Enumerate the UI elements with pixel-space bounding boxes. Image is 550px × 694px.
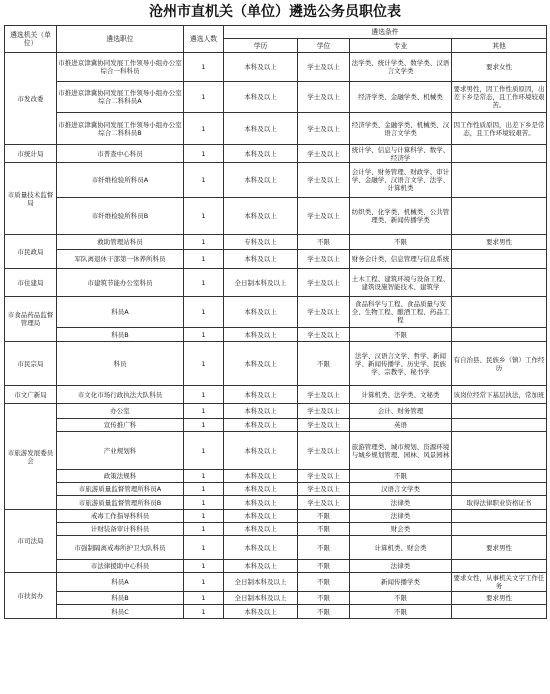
major-cell: 经济学类、金融学类、机械类、汉语言文学类 <box>350 113 452 145</box>
count-cell: 1 <box>184 496 224 510</box>
position-cell: 市纤维检验所科员A <box>57 163 184 198</box>
count-cell: 1 <box>184 419 224 432</box>
major-cell: 纺织类、化学类、机械类、公共管理类、新闻传播学类 <box>350 198 452 235</box>
unit-cell: 市民宗局 <box>5 342 57 386</box>
education-cell: 全日制本科及以上 <box>224 573 298 592</box>
unit-cell: 市旅游发展委员会 <box>5 404 57 510</box>
degree-cell: 学士及以上 <box>298 386 350 404</box>
header-conditions: 遴选条件 <box>224 26 547 39</box>
education-cell: 全日制本科及以上 <box>224 269 298 297</box>
other-cell <box>452 560 547 573</box>
position-cell: 市普查中心科员 <box>57 145 184 163</box>
count-cell: 1 <box>184 145 224 163</box>
degree-cell: 学士及以上 <box>298 470 350 483</box>
other-cell <box>452 297 547 328</box>
position-cell: 科员C <box>57 605 184 619</box>
position-cell: 计财装备审计科科员 <box>57 523 184 536</box>
count-cell: 1 <box>184 432 224 470</box>
other-cell <box>452 163 547 198</box>
other-cell <box>452 510 547 523</box>
degree-cell: 不限 <box>298 560 350 573</box>
education-cell: 本科及以上 <box>224 113 298 145</box>
position-cell: 市建筑节能办公室科员 <box>57 269 184 297</box>
education-cell: 本科及以上 <box>224 510 298 523</box>
other-cell: 要求男性 <box>452 235 547 250</box>
header-major: 专业 <box>350 39 452 53</box>
position-cell: 市强制隔离戒毒所护卫大队科员 <box>57 536 184 560</box>
education-cell: 本科及以上 <box>224 404 298 419</box>
other-cell <box>452 269 547 297</box>
position-cell: 市法律援助中心科员 <box>57 560 184 573</box>
position-cell: 科员 <box>57 342 184 386</box>
position-cell: 科员B <box>57 592 184 605</box>
education-cell: 本科及以上 <box>224 560 298 573</box>
other-cell: 该岗位经常下基层执法，常加班 <box>452 386 547 404</box>
header-position: 遴选职位 <box>57 26 184 53</box>
position-cell: 市推进京津冀协同发展工作领导小组办公室综合一科科员 <box>57 53 184 82</box>
degree-cell: 不限 <box>298 510 350 523</box>
major-cell: 不限 <box>350 235 452 250</box>
education-cell: 本科及以上 <box>224 496 298 510</box>
education-cell: 本科及以上 <box>224 419 298 432</box>
degree-cell: 学士及以上 <box>298 82 350 113</box>
education-cell: 全日制本科及以上 <box>224 592 298 605</box>
count-cell: 1 <box>184 605 224 619</box>
education-cell: 本科及以上 <box>224 605 298 619</box>
count-cell: 1 <box>184 250 224 269</box>
other-cell <box>452 523 547 536</box>
other-cell: 要求女性 <box>452 53 547 82</box>
other-cell <box>452 419 547 432</box>
count-cell: 1 <box>184 235 224 250</box>
major-cell: 不限 <box>350 592 452 605</box>
major-cell: 计算机类、财会类 <box>350 536 452 560</box>
unit-cell: 市质量技术监督局 <box>5 163 57 235</box>
degree-cell: 不限 <box>298 536 350 560</box>
count-cell: 1 <box>184 328 224 342</box>
count-cell: 1 <box>184 483 224 496</box>
position-cell: 市推进京津冀协同发展工作领导小组办公室综合二科科员B <box>57 113 184 145</box>
count-cell: 1 <box>184 560 224 573</box>
education-cell: 专科及以上 <box>224 235 298 250</box>
degree-cell: 不限 <box>298 605 350 619</box>
unit-cell: 市文广新局 <box>5 386 57 404</box>
position-cell: 宣传推广科 <box>57 419 184 432</box>
degree-cell: 不限 <box>298 235 350 250</box>
degree-cell: 学士及以上 <box>298 250 350 269</box>
education-cell: 本科及以上 <box>224 470 298 483</box>
degree-cell: 学士及以上 <box>298 432 350 470</box>
other-cell: 要求男性 <box>452 536 547 560</box>
other-cell: 要求男性，因工作性质原因，出差下乡是常态，且工作环境较艰苦。 <box>452 82 547 113</box>
position-cell: 救助管理站科员 <box>57 235 184 250</box>
major-cell: 汉语言文学类 <box>350 483 452 496</box>
count-cell: 1 <box>184 342 224 386</box>
position-cell: 科员A <box>57 297 184 328</box>
degree-cell: 学士及以上 <box>298 404 350 419</box>
degree-cell: 学士及以上 <box>298 163 350 198</box>
position-cell: 科员B <box>57 328 184 342</box>
education-cell: 本科及以上 <box>224 483 298 496</box>
count-cell: 1 <box>184 82 224 113</box>
degree-cell: 学士及以上 <box>298 113 350 145</box>
major-cell: 法学类、统计学类、数学类、汉语言文学类 <box>350 53 452 82</box>
education-cell: 本科及以上 <box>224 432 298 470</box>
major-cell: 财务会计类、信息管理与信息系统 <box>350 250 452 269</box>
unit-cell: 市扶贫办 <box>5 573 57 619</box>
header-education: 学历 <box>224 39 298 53</box>
count-cell: 1 <box>184 269 224 297</box>
position-cell: 产业规划科 <box>57 432 184 470</box>
count-cell: 1 <box>184 536 224 560</box>
major-cell: 法律类 <box>350 510 452 523</box>
position-cell: 军队离退休干部第一休养所科员 <box>57 250 184 269</box>
other-cell: 取得法律职业资格证书 <box>452 496 547 510</box>
other-cell <box>452 432 547 470</box>
education-cell: 本科及以上 <box>224 198 298 235</box>
education-cell: 本科及以上 <box>224 328 298 342</box>
education-cell: 本科及以上 <box>224 53 298 82</box>
other-cell <box>452 404 547 419</box>
education-cell: 本科及以上 <box>224 342 298 386</box>
count-cell: 1 <box>184 573 224 592</box>
major-cell: 不限 <box>350 605 452 619</box>
count-cell: 1 <box>184 592 224 605</box>
major-cell: 计算机类、法学类、文秘类 <box>350 386 452 404</box>
education-cell: 本科及以上 <box>224 523 298 536</box>
major-cell: 新闻传播学类 <box>350 573 452 592</box>
count-cell: 1 <box>184 404 224 419</box>
unit-cell: 市住建局 <box>5 269 57 297</box>
degree-cell: 学士及以上 <box>298 328 350 342</box>
other-cell: 要求女性，从事机关文字工作任务 <box>453 574 545 590</box>
count-cell: 1 <box>184 163 224 198</box>
count-cell: 1 <box>184 523 224 536</box>
other-cell <box>452 470 547 483</box>
education-cell: 本科及以上 <box>224 536 298 560</box>
other-cell <box>452 198 547 235</box>
other-cell: 因工作性质原因，出差下乡是常态，且工作环境较艰苦。 <box>452 113 547 145</box>
position-cell: 市推进京津冀协同发展工作领导小组办公室综合二科科员A <box>57 82 184 113</box>
major-cell: 土木工程、建筑环境与设备工程、建筑设施智能技术、建筑学 <box>350 269 452 297</box>
major-cell: 法学、汉语言文学、哲学、新闻学、新闻传播学、历史学、民族学、宗教学、秘书学 <box>350 342 452 386</box>
count-cell: 1 <box>184 113 224 145</box>
other-cell <box>452 328 547 342</box>
education-cell: 本科及以上 <box>224 386 298 404</box>
degree-cell: 学士及以上 <box>298 419 350 432</box>
position-cell: 市文化市场行政执法大队科员 <box>57 386 184 404</box>
unit-cell: 市食品药品监督管理局 <box>5 297 57 342</box>
major-cell: 财会类 <box>350 523 452 536</box>
major-cell: 不限 <box>350 470 452 483</box>
education-cell: 本科及以上 <box>224 250 298 269</box>
major-cell: 会计、财务管理 <box>350 404 452 419</box>
other-cell <box>452 250 547 269</box>
degree-cell: 学士及以上 <box>298 145 350 163</box>
position-cell: 市纤维检验所科员B <box>57 198 184 235</box>
major-cell: 旅游管理类、城市规划、资源环境与城乡规划管理、园林、风景园林 <box>350 432 452 470</box>
major-cell: 食品科学与工程、食品质量与安全、生物工程、酿酒工程、药品工程 <box>350 297 452 328</box>
position-cell: 科员A <box>57 573 184 592</box>
degree-cell: 不限 <box>298 592 350 605</box>
other-cell: 要求男性 <box>452 592 547 605</box>
education-cell: 本科及以上 <box>224 163 298 198</box>
education-cell: 本科及以上 <box>224 145 298 163</box>
header-other: 其他 <box>452 39 547 53</box>
count-cell: 1 <box>184 510 224 523</box>
position-cell: 戒毒工作指导科科员 <box>57 510 184 523</box>
major-cell: 统计学、信息与计算科学、数学、经济学 <box>350 145 452 163</box>
header-count: 遴选人数 <box>184 26 224 53</box>
other-cell <box>452 605 547 619</box>
unit-cell: 市统计局 <box>5 145 57 163</box>
count-cell: 1 <box>184 386 224 404</box>
degree-cell: 不限 <box>298 523 350 536</box>
position-cell: 政策法规科 <box>57 470 184 483</box>
position-cell: 市旅游质量监督管理所科员A <box>57 483 184 496</box>
degree-cell: 学士及以上 <box>298 496 350 510</box>
major-cell: 法律类 <box>350 560 452 573</box>
education-cell: 本科及以上 <box>224 297 298 328</box>
positions-table <box>4 25 547 619</box>
count-cell: 1 <box>184 198 224 235</box>
page-title: 沧州市直机关（单位）遴选公务员职位表 <box>149 4 401 20</box>
major-cell: 会计学、财务管理、财政学、审计学、金融学、汉语言文学、法学、计算机类 <box>350 163 452 198</box>
degree-cell: 学士及以上 <box>298 53 350 82</box>
header-unit: 遴选机关（单位） <box>5 26 57 53</box>
unit-cell: 市司法局 <box>5 510 57 573</box>
count-cell: 1 <box>184 470 224 483</box>
degree-cell: 学士及以上 <box>298 297 350 328</box>
degree-cell: 学士及以上 <box>298 198 350 235</box>
major-cell: 不限 <box>350 328 452 342</box>
other-cell <box>452 483 547 496</box>
header-degree: 学位 <box>298 39 350 53</box>
unit-cell: 市民政局 <box>5 235 57 269</box>
degree-cell: 学士及以上 <box>298 269 350 297</box>
count-cell: 1 <box>184 297 224 328</box>
count-cell: 1 <box>184 53 224 82</box>
degree-cell: 不限 <box>298 342 350 386</box>
degree-cell: 不限 <box>298 573 350 592</box>
position-cell: 办公室 <box>57 404 184 419</box>
education-cell: 本科及以上 <box>224 82 298 113</box>
degree-cell: 学士及以上 <box>298 483 350 496</box>
other-cell: 有自治县、民族乡（镇）工作经历 <box>452 342 547 386</box>
position-cell: 市旅游质量监督管理所科员B <box>57 496 184 510</box>
major-cell: 英语 <box>350 419 452 432</box>
major-cell: 经济学类、金融学类、机械类 <box>350 82 452 113</box>
unit-cell: 市发改委 <box>5 53 57 145</box>
major-cell: 法律类 <box>350 496 452 510</box>
other-cell <box>452 145 547 163</box>
